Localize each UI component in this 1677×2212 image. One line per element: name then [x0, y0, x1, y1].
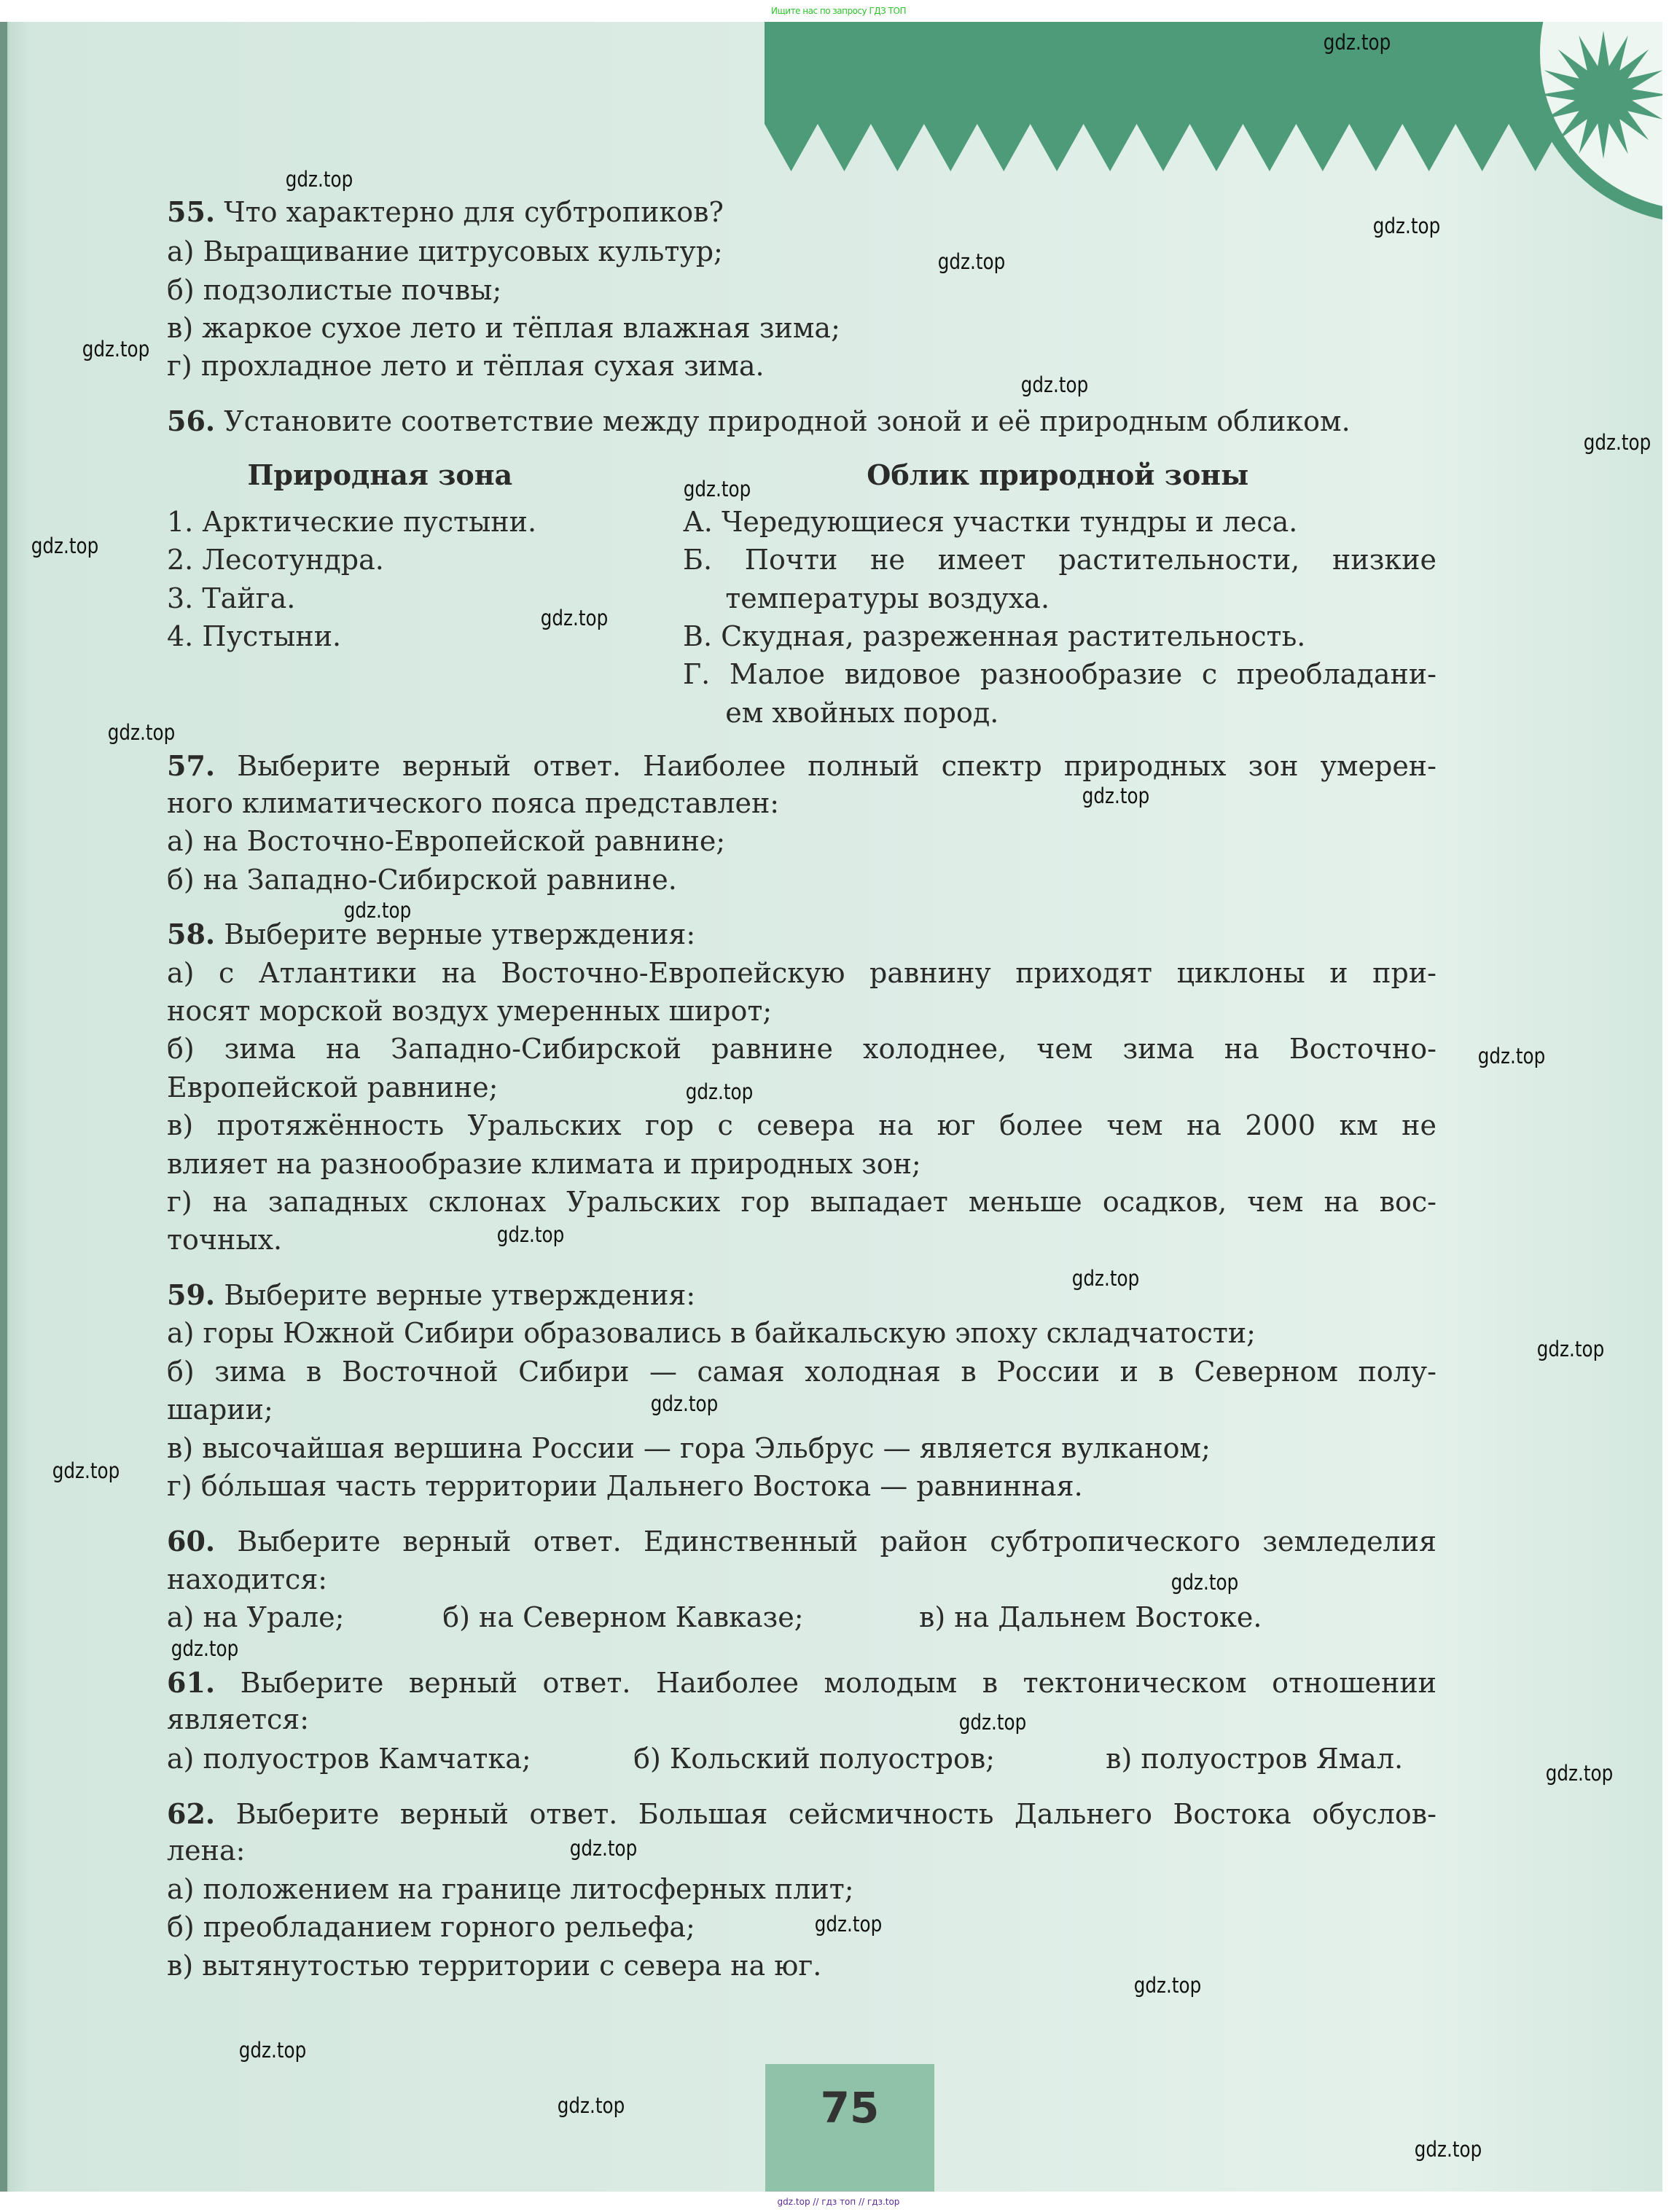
answer-option: б) на Северном Кавказе;: [442, 1601, 804, 1634]
answer-option: Европейской равнине;: [167, 1071, 499, 1103]
zone-item: 2. Лесотундра.: [167, 544, 384, 577]
zone-item: 3. Тайга.: [167, 582, 296, 614]
answer-option: шарии;: [167, 1394, 273, 1426]
question-stem: [167, 917, 695, 952]
watermark: gdz.top: [540, 605, 608, 630]
footer-notice: gdz.top // гдз топ // гдз.top: [777, 2197, 900, 2207]
answer-option: а) полуостров Камчатка;: [166, 1743, 531, 1775]
watermark: gdz.top: [557, 2092, 625, 2118]
watermark: gdz.top: [958, 1709, 1027, 1735]
watermark: gdz.top: [814, 1912, 883, 1937]
watermark: gdz.top: [1584, 430, 1651, 456]
watermark: gdz.top: [1071, 1265, 1140, 1291]
answer-option: а) на Восточно-Европейской равнине;: [167, 825, 726, 858]
question-text: Выберите верные утверждения:: [224, 1279, 696, 1312]
question-text: Что характерно для субтропиков?: [224, 196, 724, 228]
question-number: 60.: [167, 1524, 216, 1558]
question-number: 59.: [167, 1278, 216, 1312]
answer-option: г) прохладное лето и тёплая сухая зима.: [167, 350, 765, 383]
zone-item: 4. Пустыни.: [167, 620, 342, 652]
page-number-box: [765, 2064, 934, 2192]
question-text: Выберите верный ответ. Наиболее молодым в тектоническом отношении: [240, 1666, 1436, 1699]
textbook-page: [0, 22, 1662, 2192]
appearance-item: А. Чередующиеся участки тундры и леса.: [683, 505, 1298, 538]
question-number: 56.: [167, 405, 216, 438]
appearance-item-continued: ем хвойных пород.: [725, 696, 999, 729]
answer-option: носят морской воздух умеренных широт;: [167, 995, 773, 1028]
answer-option: г) на западных склонах Уральских гор выпадает меньше осадков, чем на вос-: [167, 1186, 1436, 1218]
answer-option: г) бóльшая часть территории Дальнего Востока — равнинная.: [167, 1469, 1083, 1502]
top-notice-bar: [0, 0, 1677, 22]
question-stem-continued: находится:: [167, 1563, 328, 1595]
watermark: gdz.top: [1021, 372, 1089, 397]
watermark: gdz.top: [1414, 2136, 1482, 2162]
watermark: gdz.top: [1324, 30, 1391, 55]
answer-option: в) высочайшая вершина России — гора Эльбрус — является вулканом;: [167, 1431, 1211, 1464]
watermark: gdz.top: [496, 1222, 564, 1247]
column-header-zone: Природная зона: [247, 458, 513, 491]
watermark: gdz.top: [650, 1391, 719, 1417]
appearance-item: Б. Почти не имеет растительности, низкие: [683, 544, 1436, 577]
question-stem: [167, 1797, 1436, 1832]
zone-item: 1. Арктические пустыни.: [167, 505, 537, 538]
watermark: gdz.top: [937, 249, 1005, 274]
answer-option: б) зима в Восточной Сибири — самая холодная в России и в Северном полу-: [167, 1355, 1436, 1388]
answer-option: б) подзолистые почвы;: [167, 273, 502, 306]
watermark: gdz.top: [52, 1458, 120, 1483]
appearance-item-continued: температуры воздуха.: [725, 582, 1050, 614]
answer-option: б) преобладанием горного рельефа;: [167, 1911, 695, 1944]
answer-option: точных.: [167, 1224, 283, 1257]
bottom-notice-bar: [0, 2192, 1677, 2212]
column-header-appearance: Облик природной зоны: [867, 458, 1249, 491]
answer-option: в) полуостров Ямал.: [1106, 1743, 1404, 1775]
appearance-item: Г. Малое видовое разнообразие с преобладани-: [683, 658, 1436, 691]
answer-option: а) Выращивание цитрусовых культур;: [167, 235, 723, 268]
answer-option: влияет на разнообразие климата и природных зон;: [167, 1147, 921, 1180]
question-stem: [167, 195, 724, 230]
question-stem: [167, 749, 1436, 783]
watermark: gdz.top: [82, 337, 150, 362]
watermark: gdz.top: [286, 167, 353, 192]
answer-option: а) с Атлантики на Восточно-Европейскую равнину приходят циклоны и при-: [167, 956, 1436, 989]
question-text: Выберите верные утверждения:: [224, 918, 696, 951]
watermark: gdz.top: [1134, 1972, 1202, 1998]
question-text: Выберите верный ответ. Единственный район субтропического земледелия: [237, 1525, 1436, 1558]
question-text: Установите соответствие между природной зоной и её природным обликом.: [224, 405, 1350, 438]
question-stem: [167, 404, 1350, 439]
watermark: gdz.top: [1537, 1336, 1605, 1361]
watermark: gdz.top: [1170, 1569, 1239, 1595]
watermark: gdz.top: [570, 1835, 638, 1861]
question-stem-continued: ного климатического пояса представлен:: [167, 786, 780, 819]
watermark: gdz.top: [171, 1636, 239, 1662]
question-stem-continued: лена:: [167, 1834, 246, 1867]
watermark: gdz.top: [343, 898, 412, 923]
question-number: 62.: [167, 1797, 216, 1831]
answer-option: а) горы Южной Сибири образовались в байкальскую эпоху складчатости;: [167, 1317, 1256, 1350]
question-number: 58.: [167, 918, 216, 951]
answer-option: в) протяжённость Уральских гор с севера на юг более чем на 2000 км не: [167, 1109, 1436, 1142]
watermark: gdz.top: [686, 1079, 754, 1104]
question-number: 55.: [167, 195, 216, 228]
page-number: 75: [820, 2083, 880, 2133]
question-stem: [167, 1665, 1436, 1700]
watermark: gdz.top: [239, 2038, 307, 2063]
question-stem: [167, 1524, 1436, 1559]
book-spine-shadow: [0, 22, 7, 2192]
appearance-item: В. Скудная, разреженная растительность.: [683, 620, 1306, 652]
watermark: gdz.top: [1545, 1760, 1614, 1786]
watermark: gdz.top: [107, 719, 176, 745]
answer-option: б) на Западно-Сибирской равнине.: [167, 863, 677, 896]
answer-option: а) положением на границе литосферных плит;: [167, 1872, 854, 1905]
question-text: Выберите верный ответ. Наиболее полный спектр природных зон умерен-: [237, 750, 1436, 783]
answer-option: в) жаркое сухое лето и тёплая влажная зима;: [167, 312, 840, 345]
question-text: Выберите верный ответ. Большая сейсмичность Дальнего Востока обуслов-: [235, 1798, 1436, 1831]
answer-option: в) на Дальнем Востоке.: [919, 1601, 1262, 1634]
question-number: 57.: [167, 749, 216, 783]
watermark: gdz.top: [1373, 214, 1441, 239]
question-stem: [167, 1278, 695, 1313]
star-icon: [1538, 29, 1662, 160]
watermark: gdz.top: [1477, 1044, 1546, 1069]
watermark: gdz.top: [683, 477, 751, 502]
question-number: 61.: [167, 1665, 216, 1699]
watermark: gdz.top: [1082, 783, 1149, 809]
watermark: gdz.top: [31, 533, 99, 558]
answer-option: в) вытянутостью территории с севера на юг.: [167, 1949, 822, 1982]
answer-option: б) зима на Западно-Сибирской равнине холоднее, чем зима на Восточно-: [167, 1033, 1436, 1066]
answer-option: б) Кольский полуостров;: [633, 1743, 996, 1775]
question-stem-continued: является:: [167, 1703, 310, 1736]
answer-option: а) на Урале;: [166, 1601, 345, 1634]
search-notice: Ищите нас по запросу ГДЗ ТОП: [771, 6, 906, 16]
